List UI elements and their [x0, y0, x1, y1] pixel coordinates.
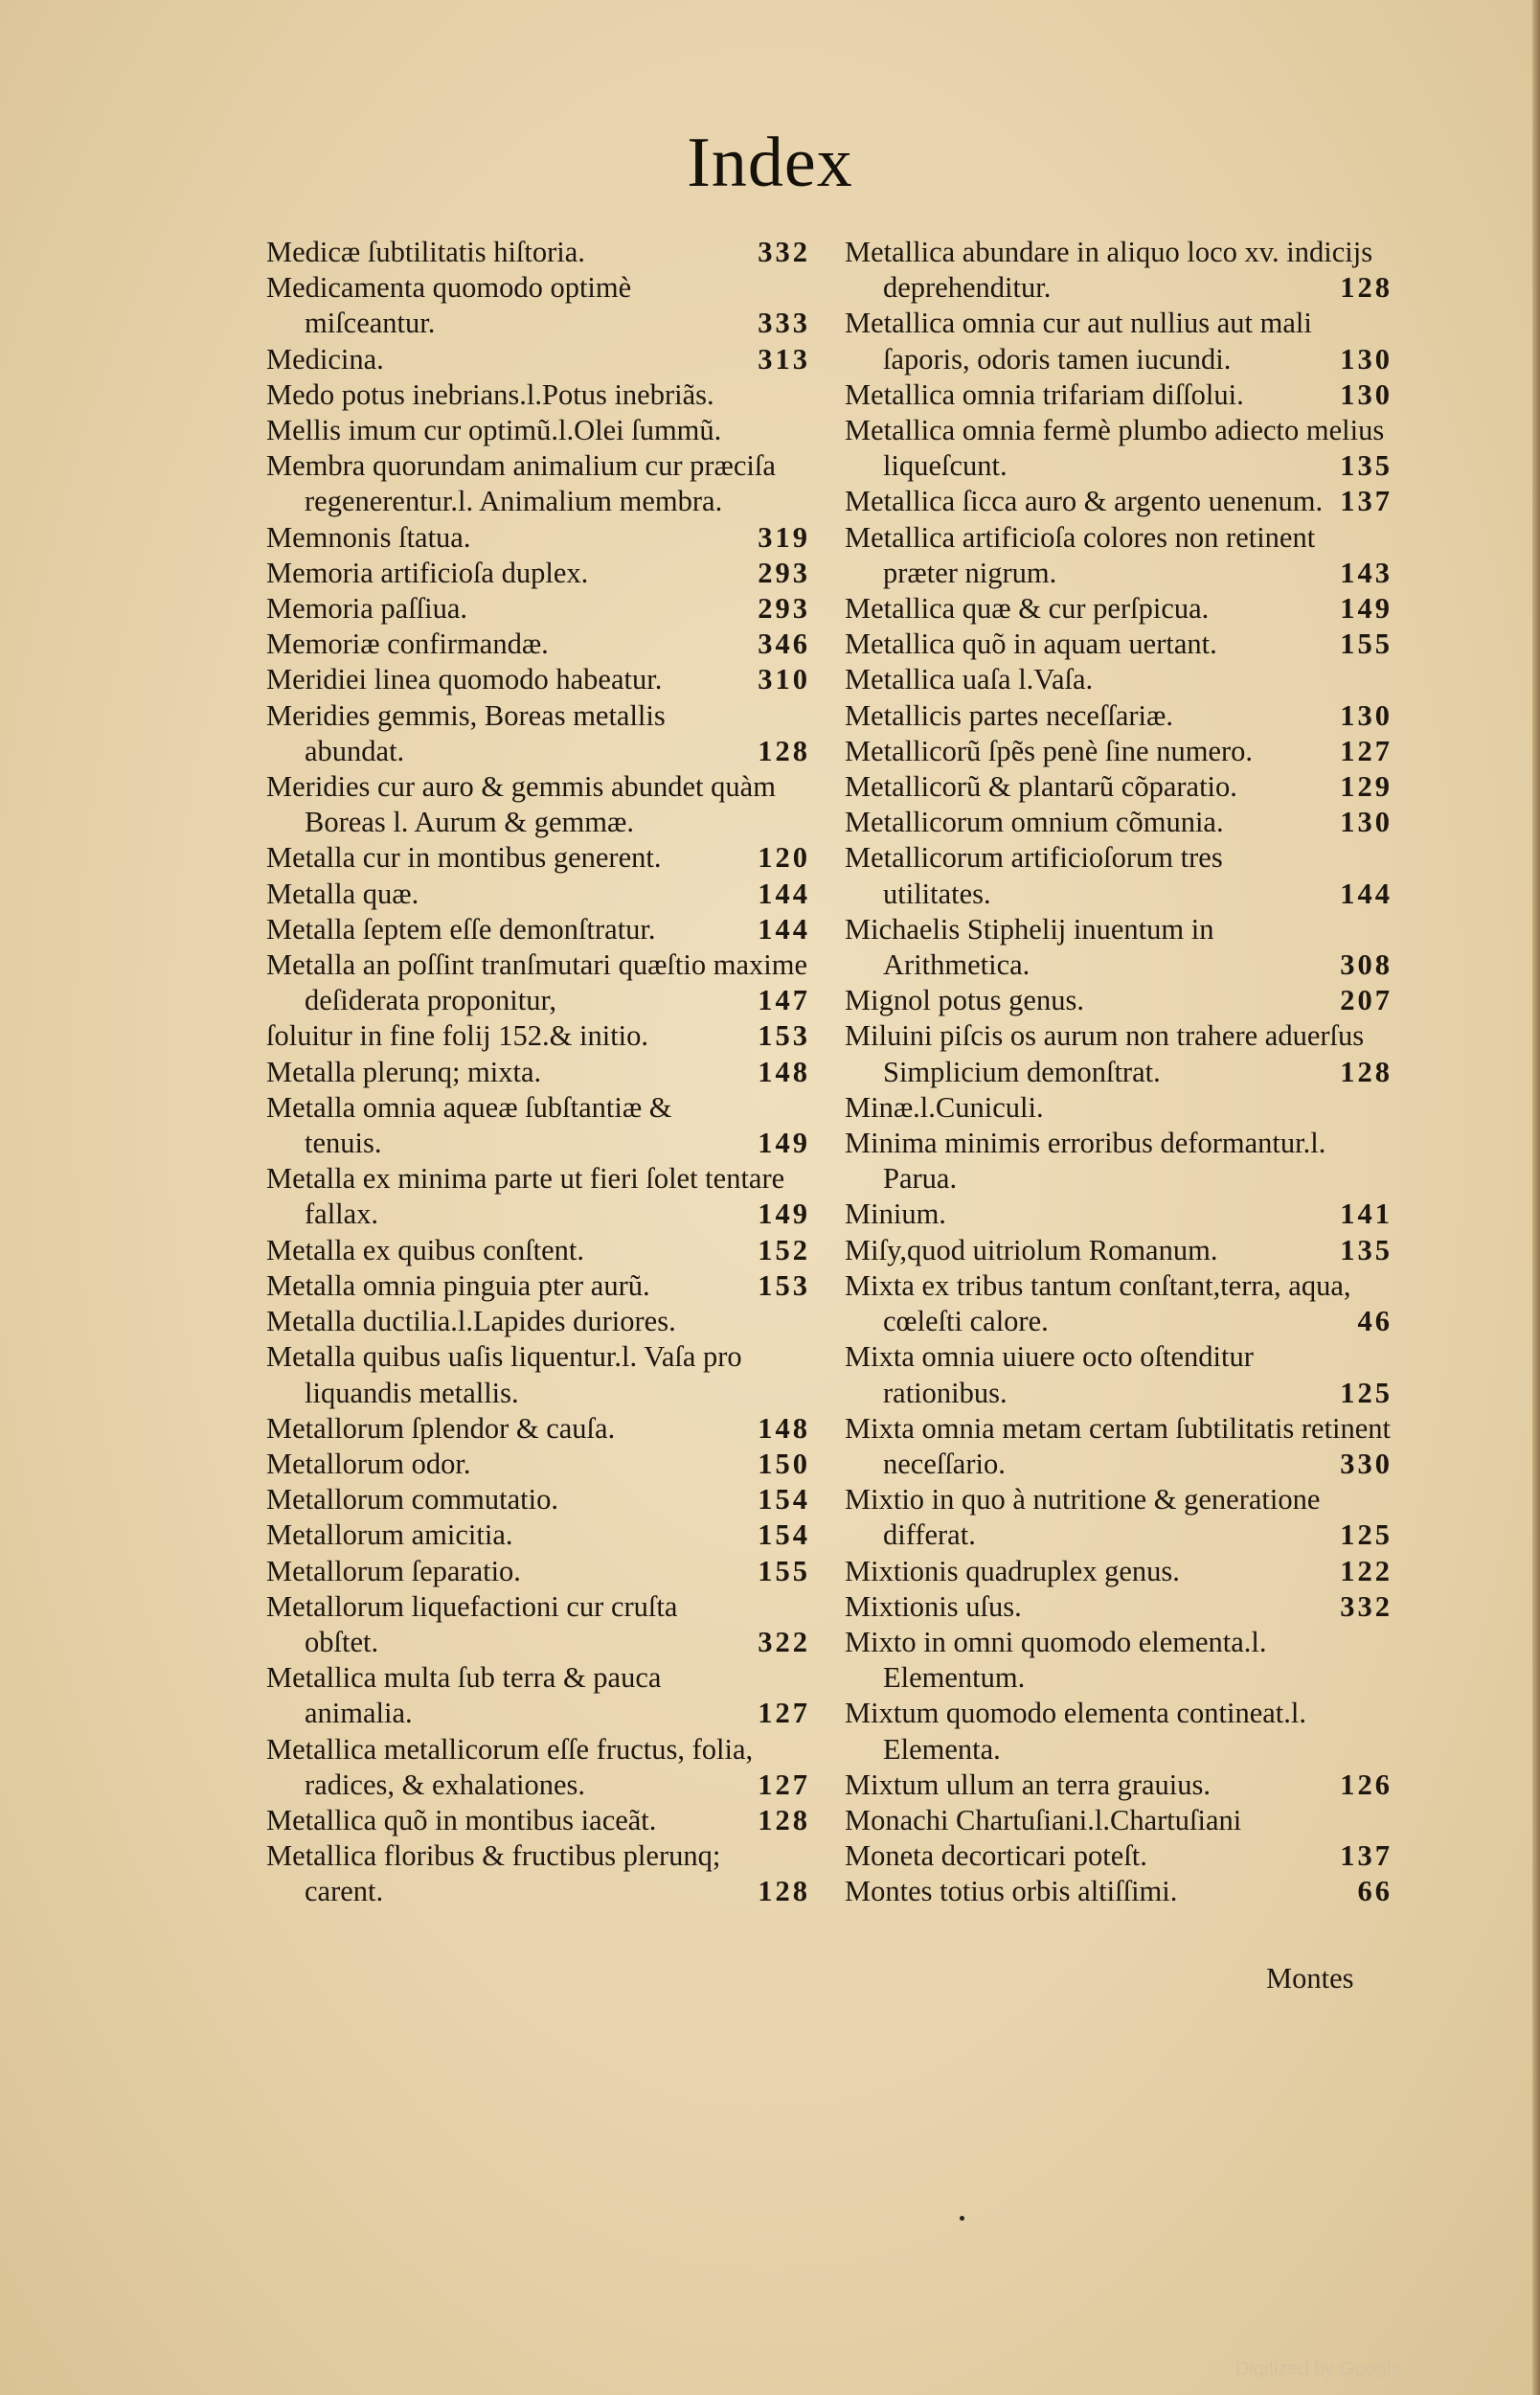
index-entry-page: 141 [1340, 1198, 1393, 1231]
index-entry [845, 1803, 1393, 1838]
index-entry-page: 293 [758, 556, 810, 589]
index-entry-text: Minium. [845, 1198, 946, 1231]
index-entry-page: 46 [1357, 1305, 1393, 1338]
index-entry-text: Metalla ductilia.l.Lapides duriores. [266, 1305, 676, 1338]
index-entry-text: Mignol potus genus. [845, 984, 1084, 1017]
index-entry-text: Miluini piſcis os aurum non trahere aduerſus Simplicium demonſtrat. [845, 1019, 1365, 1088]
index-entry [266, 769, 810, 840]
index-entry [845, 1411, 1393, 1482]
index-entry [266, 1018, 810, 1054]
index-entry-text: ſoluitur in fine folij 152.& initio. [266, 1019, 649, 1053]
index-entry-page: 149 [758, 1127, 810, 1160]
index-entry-page: 66 [1357, 1875, 1393, 1908]
index-entry-text: Memoria artificioſa duplex. [266, 556, 589, 589]
index-entry [266, 1732, 810, 1803]
index-entry-page: 128 [758, 734, 810, 767]
index-entry [266, 270, 810, 341]
index-entry [266, 1517, 810, 1553]
index-entry [266, 1268, 810, 1304]
index-entry [845, 591, 1393, 627]
page-title: Index [687, 124, 853, 202]
index-entry [845, 520, 1393, 591]
index-entry-text: Metalla ex quibus conſtent. [266, 1233, 585, 1266]
index-entry [266, 1161, 810, 1232]
index-entry [845, 1339, 1393, 1410]
index-entry [845, 1696, 1393, 1767]
index-entry [845, 1589, 1393, 1625]
index-entry-page: 127 [1340, 734, 1393, 767]
index-entry-text: Metalla omnia aqueæ ſubſtantiæ & tenuis. [266, 1090, 672, 1160]
index-entry-text: Medo potus inebrians.l.Potus inebriãs. [266, 377, 714, 411]
index-entry-page: 128 [1340, 271, 1393, 305]
index-entry-page: 332 [758, 236, 810, 268]
index-entry-text: Montes totius orbis altiſſimi. [845, 1875, 1178, 1908]
index-entry [266, 591, 810, 627]
index-entry-text: Mixtionis quadruplex genus. [845, 1554, 1180, 1587]
index-entry-page: 120 [758, 841, 810, 875]
index-entry-page: 126 [1340, 1768, 1393, 1801]
index-entry [845, 627, 1393, 662]
index-entry-text: Metalla cur in montibus generent. [266, 841, 662, 875]
index-entry-page: 154 [758, 1518, 810, 1552]
index-entry [845, 1554, 1393, 1589]
index-entry [266, 556, 810, 591]
index-entry-page: 127 [758, 1768, 810, 1801]
index-entry-text: Mellis imum cur optimũ.l.Olei ſummũ. [266, 414, 722, 447]
ink-dot [960, 2216, 964, 2221]
index-entry-text: Meridies cur auro & gemmis abundet quàm Boreas l. Aurum & gemmæ. [266, 770, 776, 839]
index-entry-page: 310 [758, 663, 810, 696]
index-entry-page: 135 [1340, 449, 1393, 483]
index-entry-text: Metallorum odor. [266, 1447, 471, 1480]
index-entry-page: 144 [758, 912, 810, 946]
index-entry-text: Metalla quibus uaſis liquentur.l. Vaſa pro liquandis metallis. [266, 1340, 742, 1409]
index-entry-text: Metallica quõ in montibus iaceãt. [266, 1803, 657, 1836]
index-column-right [845, 235, 1393, 1910]
index-entry-page: 148 [758, 1411, 810, 1445]
index-entry-page: 127 [758, 1697, 810, 1730]
index-entry [845, 805, 1393, 840]
index-entry-page: 137 [1340, 1839, 1393, 1873]
index-entry-text: Metallicorum artificioſorum tres utilitates. [845, 841, 1223, 910]
index-entry-page: 150 [758, 1447, 810, 1480]
index-entry [266, 1554, 810, 1589]
index-entry [266, 1838, 810, 1909]
index-entry-text: Moneta decorticari poteſt. [845, 1839, 1147, 1873]
index-entry-text: Metalla ſeptem eſſe demonſtratur. [266, 912, 656, 946]
index-entry-text: Metalla omnia pinguia pter aurũ. [266, 1268, 650, 1302]
index-entry [845, 912, 1393, 983]
index-entry [845, 734, 1393, 769]
index-entry [845, 1838, 1393, 1874]
index-entry [845, 698, 1393, 734]
index-entry [266, 1055, 810, 1090]
index-entry-text: Metallorum ſeparatio. [266, 1554, 521, 1587]
index-entry [845, 1874, 1393, 1909]
index-entry-text: Metalla ex minima parte ut fieri ſolet tentare fallax. [266, 1162, 785, 1231]
index-entry [845, 1268, 1393, 1339]
index-entry-page: 333 [758, 307, 810, 340]
index-entry [266, 912, 810, 947]
index-entry-text: Metallica multa ſub terra & pauca animalia. [266, 1661, 662, 1730]
index-entry [845, 662, 1393, 697]
index-entry [845, 413, 1393, 484]
index-entry-page: 128 [758, 1875, 810, 1908]
index-entry-text: Metallica omnia cur aut nullius aut mali ſaporis, odoris tamen iucundi. [845, 307, 1312, 376]
index-entry [266, 1447, 810, 1482]
index-entry-text: Metallicorũ ſpẽs penè ſine numero. [845, 734, 1254, 767]
index-entry-text: Mixtionis uſus. [845, 1589, 1022, 1623]
index-entry-text: Michaelis Stiphelij inuentum in Arithmetica. [845, 912, 1214, 982]
index-entry-text: Mixta ex tribus tantum conſtant,terra, aqua, cœleſti calore. [845, 1268, 1351, 1338]
index-entry [845, 1768, 1393, 1803]
index-entry [266, 448, 810, 519]
index-entry [845, 840, 1393, 911]
index-entry-text: Metallica abundare in aliquo loco xv. indicijs deprehenditur. [845, 236, 1373, 305]
index-entry-text: Metallorum commutatio. [266, 1483, 558, 1517]
index-entry [266, 1660, 810, 1731]
index-entry [266, 1482, 810, 1517]
index-entry-page: 144 [758, 877, 810, 910]
index-entry [845, 484, 1393, 519]
index-entry [845, 1090, 1393, 1126]
index-entry [266, 662, 810, 697]
index-entry-page: 130 [1340, 342, 1393, 376]
index-entry-text: Metallica metallicorum eſſe fructus, folia, radices, & exhalationes. [266, 1732, 754, 1801]
index-entry [266, 413, 810, 448]
index-entry [845, 1625, 1393, 1696]
index-entry-page: 149 [758, 1198, 810, 1231]
index-entry-page: 308 [1340, 948, 1393, 982]
index-entry-text: Metallicorum omnium cõmunia. [845, 806, 1224, 839]
index-entry [266, 840, 810, 876]
index-entry [266, 235, 810, 270]
index-entry-page: 128 [1340, 1055, 1393, 1088]
index-entry-text: Memoriæ confirmandæ. [266, 627, 549, 661]
index-entry [845, 1482, 1393, 1553]
index-entry-page: 125 [1340, 1518, 1393, 1552]
index-entry [266, 1803, 810, 1838]
index-entry-page: 346 [758, 627, 810, 661]
index-entry-text: Metallica artificioſa colores non retinent præter nigrum. [845, 520, 1316, 589]
index-entry [845, 1233, 1393, 1268]
index-entry [266, 1090, 810, 1161]
index-entry-text: Metallorum amicitia. [266, 1518, 513, 1552]
index-entry-text: Metallica quæ & cur perſpicua. [845, 592, 1210, 626]
index-entry-page: 153 [758, 1268, 810, 1302]
index-entry-text: Metallorum liquefactioni cur cruſta obſtet. [266, 1589, 678, 1658]
index-entry-text: Mixta omnia metam certam ſubtilitatis retinent neceſſario. [845, 1411, 1392, 1480]
index-entry-text: Metallica omnia fermè plumbo adiecto melius liqueſcunt. [845, 414, 1385, 483]
index-entry [266, 698, 810, 769]
index-entry-text: Memnonis ſtatua. [266, 520, 471, 554]
index-entry-text: Medicamenta quomodo optimè miſceantur. [266, 271, 632, 340]
index-entry-page: 293 [758, 592, 810, 626]
index-entry-text: Metallicorũ & plantarũ cõparatio. [845, 770, 1237, 804]
index-entry-page: 130 [1340, 806, 1393, 839]
index-entry-page: 147 [758, 984, 810, 1017]
index-entry [845, 306, 1393, 376]
index-entry-text: Minæ.l.Cuniculi. [845, 1090, 1044, 1124]
index-entry-text: Medicina. [266, 342, 384, 376]
index-entry-page: 144 [1340, 877, 1393, 910]
catchword: Montes [1266, 1962, 1354, 1995]
index-entry-page: 319 [758, 520, 810, 554]
index-entry [845, 235, 1393, 306]
index-entry-text: Metallicis partes neceſſariæ. [845, 698, 1173, 732]
index-entry-page: 135 [1340, 1233, 1393, 1266]
index-entry [845, 1126, 1393, 1197]
index-entry-text: Metalla an poſſint tranſmutari quæſtio maxime deſiderata proponitur, [266, 948, 807, 1017]
index-entry-page: 153 [758, 1019, 810, 1053]
index-entry [266, 377, 810, 413]
index-entry [266, 520, 810, 556]
index-entry-page: 130 [1340, 377, 1393, 411]
index-entry-page: 143 [1340, 556, 1393, 589]
index-entry [266, 877, 810, 912]
digitized-watermark: Digitized by Google [1235, 2359, 1402, 2380]
index-entry-page: 152 [758, 1233, 810, 1266]
index-entry-text: Miſy,quod uitriolum Romanum. [845, 1233, 1218, 1266]
index-entry-page: 330 [1340, 1447, 1393, 1480]
index-entry-text: Meridies gemmis, Boreas metallis abundat. [266, 698, 666, 767]
index-entry [845, 983, 1393, 1018]
index-entry-text: Metallorum ſplendor & cauſa. [266, 1411, 616, 1445]
index-entry-text: Mixto in omni quomodo elementa.l. Elementum. [845, 1625, 1267, 1695]
index-entry-text: Minima minimis erroribus deformantur.l. Parua. [845, 1127, 1326, 1196]
index-entry-text: Medicæ ſubtilitatis hiſtoria. [266, 236, 585, 268]
index-entry-text: Mixtio in quo à nutritione & generatione differat. [845, 1483, 1321, 1552]
index-entry-page: 155 [1340, 627, 1393, 661]
index-entry [266, 1411, 810, 1447]
index-entry-page: 332 [1340, 1589, 1393, 1623]
page-edge [1532, 0, 1540, 2395]
index-entry-page: 125 [1340, 1376, 1393, 1409]
index-entry-page: 313 [758, 342, 810, 376]
index-entry [266, 1589, 810, 1660]
index-column-left [266, 235, 810, 1910]
index-entry-page: 128 [758, 1803, 810, 1836]
index-entry-text: Metallica quõ in aquam uertant. [845, 627, 1217, 661]
index-entry [845, 1018, 1393, 1089]
index-entry-page: 137 [1340, 485, 1393, 518]
index-entry-page: 148 [758, 1055, 810, 1088]
index-entry [845, 1197, 1393, 1232]
index-entry-page: 322 [758, 1625, 810, 1658]
index-entry [266, 1304, 810, 1339]
index-entry-page: 129 [1340, 770, 1393, 804]
index-entry-text: Mixta omnia uiuere octo oſtenditur rationibus. [845, 1340, 1254, 1409]
index-entry [266, 1233, 810, 1268]
index-entry-text: Mixtum ullum an terra grauius. [845, 1768, 1212, 1801]
index-entry-text: Metallica floribus & fructibus plerunq; carent. [266, 1839, 721, 1908]
index-entry [266, 342, 810, 377]
index-entry-page: 149 [1340, 592, 1393, 626]
index-entry-text: Mixtum quomodo elementa contineat.l. Elementa. [845, 1697, 1306, 1766]
index-entry [845, 769, 1393, 805]
index-entry-text: Monachi Chartuſiani.l.Chartuſiani [845, 1803, 1242, 1836]
index-entry [266, 947, 810, 1018]
index-entry-page: 122 [1340, 1554, 1393, 1587]
index-entry-page: 207 [1340, 984, 1393, 1017]
index-entry-page: 154 [758, 1483, 810, 1517]
index-entry-page: 130 [1340, 698, 1393, 732]
index-entry-text: Metalla plerunq; mixta. [266, 1055, 542, 1088]
index-entry-page: 155 [758, 1554, 810, 1587]
index-entry-text: Memoria paſſiua. [266, 592, 468, 626]
index-entry-text: Metallica ſicca auro & argento uenenum. [845, 485, 1324, 518]
index-entry-text: Metalla quæ. [266, 877, 419, 910]
index-entry-text: Metallica omnia trifariam diſſolui. [845, 377, 1244, 411]
index-entry-text: Meridiei linea quomodo habeatur. [266, 663, 663, 696]
index-entry [845, 377, 1393, 413]
index-entry-text: Membra quorundam animalium cur præciſa regenerentur.l. Animalium membra. [266, 449, 776, 518]
index-entry [266, 1339, 810, 1410]
index-entry [266, 627, 810, 662]
index-entry-text: Metallica uaſa l.Vaſa. [845, 663, 1094, 696]
